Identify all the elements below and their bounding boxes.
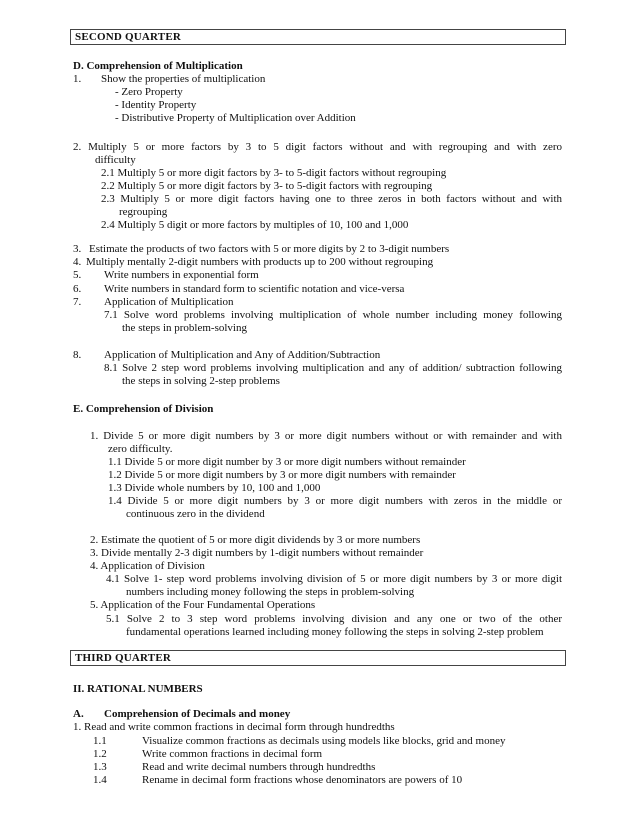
d-item3-text: Estimate the products of two factors with 5 or more digits by 2 to 3-digit numbers [89,243,450,255]
d-item2-sub: 2.4 Multiply 5 digit or more factors by multiples of 10, 100 and 1,000 [101,219,409,231]
d-item3-number: 3. [73,243,82,255]
ii-item1: 1. Read and write common fractions in decimal form through hundredths [73,721,395,733]
ii-sub-text: Visualize common fractions as decimals using models like blocks, grid and money [142,735,506,747]
e-item4-1: 4.1 Solve 1- step word problems involving division of 5 or more digit numbers by 3 or more digit [106,573,562,585]
e-item5-1: 5.1 Solve 2 to 3 step word problems involving division and any one or two of the other [106,613,562,625]
d-item7-text: Application of Multiplication [104,296,234,308]
d-item8-text: Application of Multiplication and Any of Addition/Subtraction [104,349,381,361]
e-item3: 3. Divide mentally 2-3 digit numbers by 1-digit numbers without remainder [90,547,424,559]
e-item5-1-cont: fundamental operations learned including money following the steps in solving 2-step problem [126,626,544,638]
section-a-letter: A. [73,708,84,720]
e-item5: 5. Application of the Four Fundamental Operations [90,599,316,611]
d-item1-text: Show the properties of multiplication [101,73,266,85]
e-item4: 4. Application of Division [90,560,205,572]
third-quarter-title: THIRD QUARTER [75,652,172,664]
e-item1: 1. Divide 5 or more digit numbers by 3 or more digit numbers without or with remainder and with [90,430,562,442]
d-item1-number: 1. [73,73,82,85]
d-item5-text: Write numbers in exponential form [104,269,259,281]
d-item2-sub-cont: regrouping [119,206,168,218]
e-item2: 2. Estimate the quotient of 5 or more digit dividends by 3 or more numbers [90,534,421,546]
d-item1-bullet: - Distributive Property of Multiplication over Addition [115,112,356,124]
e-item1-sub-cont: continuous zero in the dividend [126,508,265,520]
ii-sub-number: 1.1 [93,735,107,747]
d-item2-line2: difficulty [95,154,136,166]
section-d-heading: D. Comprehension of Multiplication [73,60,243,72]
d-item6-text: Write numbers in standard form to scientific notation and vice-versa [104,283,405,295]
e-item1-sub: 1.2 Divide 5 or more digit numbers by 3 or more digit numbers with remainder [108,469,456,481]
section-ii-heading: II. RATIONAL NUMBERS [73,683,203,695]
d-item2-sub: 2.1 Multiply 5 or more digit factors by 3- to 5-digit factors without regrouping [101,167,447,179]
d-item5-number: 5. [73,269,82,281]
e-item1-sub: 1.3 Divide whole numbers by 10, 100 and 1,000 [108,482,321,494]
e-item1-sub: 1.1 Divide 5 or more digit number by 3 or more digit numbers without remainder [108,456,466,468]
d-item1-bullet: - Zero Property [115,86,183,98]
e-item1-sub: 1.4 Divide 5 or more digit numbers by 3 or more digit numbers with zeros in the middle or [108,495,562,507]
d-item8-number: 8. [73,349,82,361]
d-item8-1-cont: the steps in solving 2-step problems [122,375,280,387]
section-e-heading: E. Comprehension of Division [73,403,214,415]
ii-sub-text: Read and write decimal numbers through hundredths [142,761,376,773]
e-item1-cont: zero difficulty. [108,443,173,455]
ii-sub-text: Rename in decimal form fractions whose denominators are powers of 10 [142,774,463,786]
d-item2-sub: 2.2 Multiply 5 or more digit factors by 3- to 5-digit factors with regrouping [101,180,433,192]
ii-sub-number: 1.3 [93,761,107,773]
ii-sub-number: 1.4 [93,774,107,786]
section-a-title: Comprehension of Decimals and money [104,708,291,720]
d-item4-text: Multiply mentally 2-digit numbers with products up to 200 without regrouping [86,256,434,268]
d-item4-number: 4. [73,256,82,268]
d-item7-1-cont: the steps in problem-solving [122,322,247,334]
third-quarter-header [70,650,566,666]
e-item4-1-cont: numbers including money following the steps in problem-solving [126,586,415,598]
second-quarter-title: SECOND QUARTER [75,31,182,43]
d-item2-sub: 2.3 Multiply 5 or more digit factors having one to three zeros in both factors without and with [101,193,562,205]
d-item6-number: 6. [73,283,82,295]
ii-sub-text: Write common fractions in decimal form [142,748,323,760]
second-quarter-header [70,29,566,45]
ii-sub-number: 1.2 [93,748,107,760]
d-item2-line1: 2. Multiply 5 or more factors by 3 to 5 digit factors without and with regrouping and with zero [73,141,562,153]
d-item7-1: 7.1 Solve word problems involving multiplication of whole number including money following [104,309,562,321]
d-item8-1: 8.1 Solve 2 step word problems involving multiplication and any of addition/ subtraction following [104,362,562,374]
d-item1-bullet: - Identity Property [115,99,197,111]
d-item7-number: 7. [73,296,82,308]
